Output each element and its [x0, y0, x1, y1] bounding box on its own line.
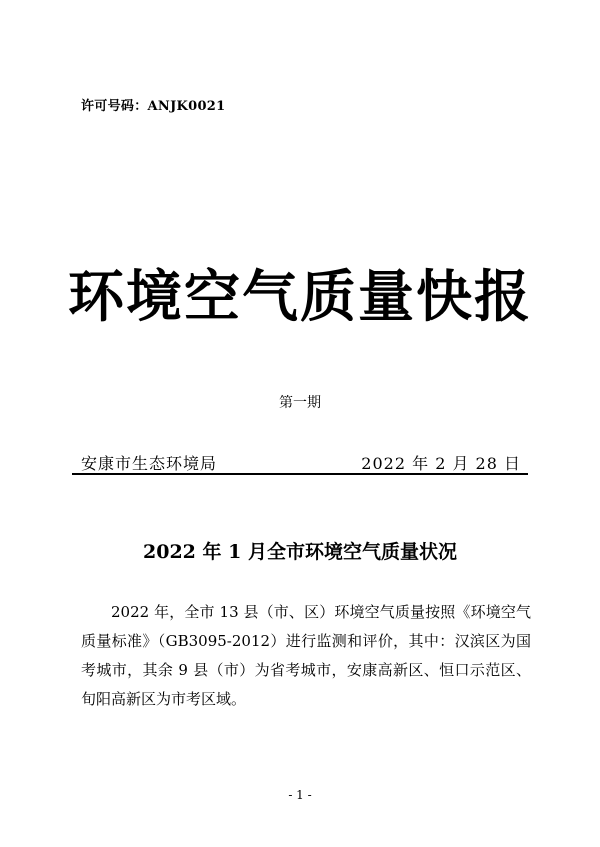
- issuing-agency: 安康市生态环境局: [81, 454, 218, 473]
- issuer-row: [81, 451, 521, 474]
- section-title: 2022 年 1 月全市环境空气质量状况: [143, 541, 457, 563]
- license-number: 许可号码：ANJK0021: [81, 99, 226, 114]
- issue-number: 第一期: [279, 395, 321, 411]
- issue-date: 2022 年 2 月 28 日: [361, 454, 521, 473]
- header-divider: [72, 473, 528, 475]
- body-paragraph: 2022 年，全市 13 县（市、区）环境空气质量按照《环境空气质量标准》（GB3095-2012）进行监测和评价，其中：汉滨区为国考城市，其余 9 县（市）为省考城市，安康高新区、恒口示范区、旬阳高新区为市考区域。: [81, 603, 531, 708]
- document-title: 环境空气质量快报: [68, 264, 532, 330]
- page-number: - 1 -: [288, 788, 312, 802]
